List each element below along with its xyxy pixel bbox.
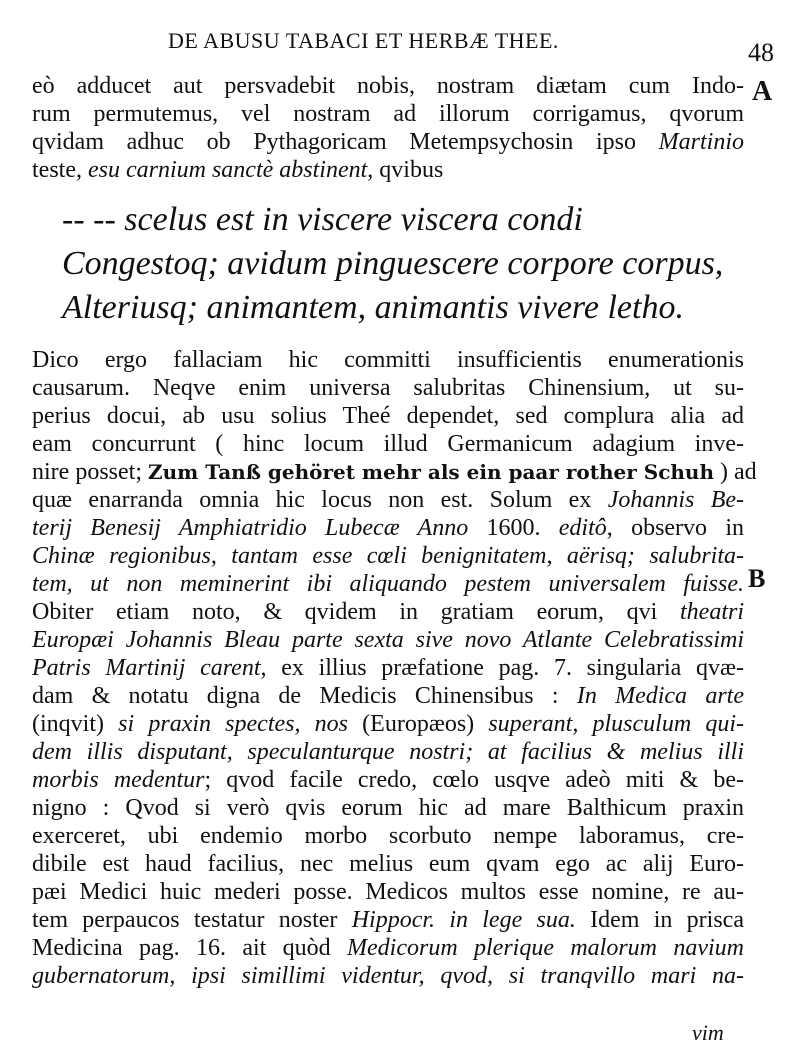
text-span: , ex illius præfatione pag. 7. singularia qvæ- xyxy=(260,655,745,681)
text-span: qvidam adhuc ob Pythagoricam Metempsychosin ipso xyxy=(32,129,659,155)
verse-line-1: -- -- scelus est in viscere viscera condi xyxy=(62,201,583,238)
italic-span: morbis medentur xyxy=(32,767,205,793)
text-line: exerceret, ubi endemio morbo scorbuto nempe laboramus, cre- xyxy=(32,823,744,849)
text-line: gubernatorum, ipsi simillimi videntur, qvod, si tranqvillo mari na- xyxy=(32,963,744,989)
text-span: Obiter etiam noto, & qvidem in gratiam eorum, qvi xyxy=(32,599,680,625)
text-span: nire posset; xyxy=(32,459,148,485)
text-line: dibile est haud facilius, nec melius eum qvam ego ac alij Euro- xyxy=(32,851,744,877)
text-line xyxy=(32,156,443,184)
text-span: , observo in xyxy=(606,515,744,541)
italic-span: Hippocr. in lege sua. xyxy=(351,907,576,933)
text-span: ) ad xyxy=(714,459,757,485)
italic-span: superant, plusculum qui- xyxy=(488,711,744,737)
text-line: perius docui, ab usu solius Theé dependet, sed complura alia ad xyxy=(32,403,744,429)
text-span: (Europæos) xyxy=(362,711,489,737)
text-line xyxy=(32,514,744,542)
italic-span: esu carnium sanctè abstinent xyxy=(87,157,368,183)
italic-span: Patris Martinij carent xyxy=(32,655,261,681)
text-line xyxy=(32,934,744,962)
text-span: , qvibus xyxy=(367,157,444,183)
page-number: 48 xyxy=(748,38,774,67)
italic-span: terij Benesij Amphiatridio Lubecæ Anno xyxy=(32,515,487,541)
text-line: Chinæ regionibus, tantam esse cœli benignitatem, aërisq; salubrita- xyxy=(32,543,744,569)
text-line: pæi Medici huic mederi posse. Medicos multos esse nomine, re au- xyxy=(32,879,744,905)
text-span: ; qvod facile credo, cœlo usqve adeò miti & be- xyxy=(204,767,745,793)
text-span: Idem in prisca xyxy=(575,907,744,933)
signature-mark-a: A xyxy=(752,76,773,107)
text-line: causarum. Neqve enim universa salubritas Chinensium, ut su- xyxy=(32,375,744,401)
text-line: eò adducet aut persvadebit nobis, nostram diætam cum Indo- xyxy=(32,73,744,99)
italic-span: editô xyxy=(558,515,607,541)
text-line xyxy=(32,654,744,682)
text-line xyxy=(32,128,744,156)
italic-span: Martinio xyxy=(658,129,744,155)
blackletter-span: Zum Tanß gehöret mehr als ein paar rother Schuh xyxy=(147,460,714,484)
text-span: quæ enarranda omnia hic locus non est. Solum ex xyxy=(32,487,608,513)
running-title: DE ABUSU TABACI ET HERBÆ THEE. xyxy=(168,28,559,53)
text-line: nigno : Qvod si verò qvis eorum hic ad mare Balthicum praxin xyxy=(32,795,744,821)
verse-line-3: Alteriusq; animantem, animantis vivere letho. xyxy=(62,289,684,326)
text-line xyxy=(32,766,744,794)
italic-span: Medicorum plerique malorum navium xyxy=(347,935,744,961)
text-line: rum permutemus, vel nostram ad illorum corrigamus, qvorum xyxy=(32,101,744,127)
italic-span: theatri xyxy=(680,599,744,625)
text-line xyxy=(32,906,744,934)
verse-line-2: Congestoq; avidum pinguescere corpore corpus, xyxy=(62,245,724,282)
italic-span: Johannis Be- xyxy=(607,487,744,513)
text-span: tem perpaucos testatur noster xyxy=(32,907,352,933)
text-line xyxy=(32,598,744,626)
italic-span: In Medica arte xyxy=(576,683,744,709)
text-span: teste, xyxy=(32,157,88,183)
text-line xyxy=(32,486,744,514)
text-line: Dico ergo fallaciam hic committi insufficientis enumerationis xyxy=(32,347,744,373)
text-line: Europæi Johannis Bleau parte sexta sive novo Atlante Celebratissimi xyxy=(32,627,744,653)
text-span: Medicina pag. 16. ait quòd xyxy=(32,935,348,961)
text-line xyxy=(32,682,744,710)
catchword: vim xyxy=(692,1020,724,1045)
text-line: tem, ut non meminerint ibi aliquando pestem universalem fuisse. xyxy=(32,571,744,597)
text-line xyxy=(32,710,744,738)
text-line: dem illis disputant, speculanturque nostri; at facilius & melius illi xyxy=(32,739,744,765)
text-span: 1600. xyxy=(486,515,559,541)
text-span: dam & notatu digna de Medicis Chinensibus : xyxy=(32,683,577,709)
text-line xyxy=(32,458,757,486)
signature-mark-b: B xyxy=(748,564,766,593)
italic-span: si praxin spectes, nos xyxy=(118,711,363,737)
text-span: (inqvit) xyxy=(32,711,119,737)
text-line: eam concurrunt ( hinc locum illud Germanicum adagium inve- xyxy=(32,431,744,457)
